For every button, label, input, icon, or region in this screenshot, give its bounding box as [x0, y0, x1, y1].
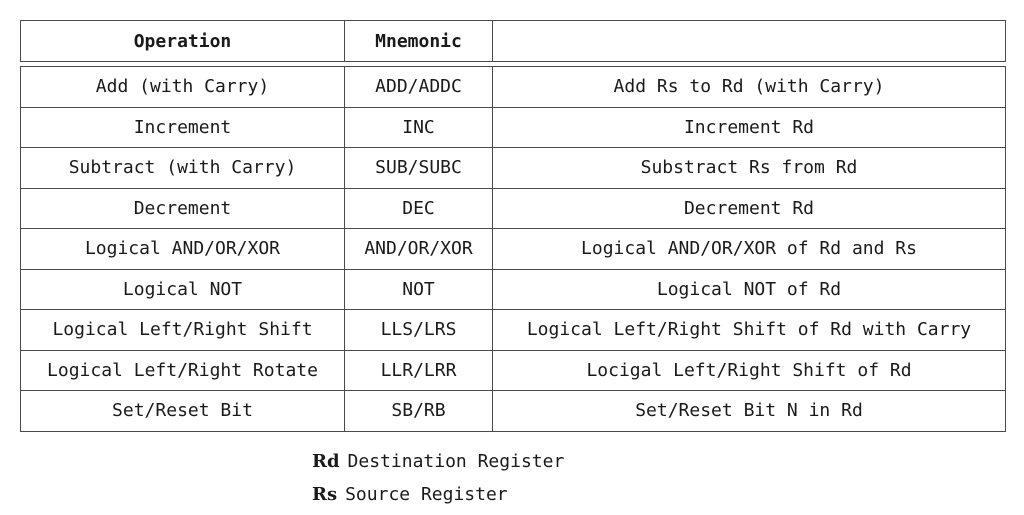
description-cell: Locigal Left/Right Shift of Rd	[493, 350, 1006, 391]
legend-text: Source Register	[345, 484, 508, 505]
mnemonic-cell: SB/RB	[345, 391, 493, 432]
mnemonic-cell: NOT	[345, 269, 493, 310]
operation-cell: Set/Reset Bit	[21, 391, 345, 432]
table-row	[21, 67, 1006, 108]
header-row	[21, 21, 1006, 62]
operation-cell: Logical Left/Right Rotate	[21, 350, 345, 391]
mnemonic-cell: LLS/LRS	[345, 310, 493, 351]
operation-cell: Logical AND/OR/XOR	[21, 229, 345, 270]
legend-text: Destination Register	[347, 451, 565, 472]
description-cell: Logical AND/OR/XOR of Rd and Rs	[493, 229, 1006, 270]
mnemonic-cell: INC	[345, 107, 493, 148]
table-row	[21, 350, 1006, 391]
table-row	[21, 391, 1006, 432]
header-description	[493, 21, 1006, 62]
mnemonic-cell: ADD/ADDC	[345, 67, 493, 108]
operation-cell: Logical Left/Right Shift	[21, 310, 345, 351]
description-cell: Increment Rd	[493, 107, 1006, 148]
legend-key: Rs	[312, 484, 338, 505]
table-row	[21, 229, 1006, 270]
operation-cell: Add (with Carry)	[21, 67, 345, 108]
operation-cell: Logical NOT	[21, 269, 345, 310]
mnemonic-cell: AND/OR/XOR	[345, 229, 493, 270]
legend-item-rd	[312, 451, 564, 473]
table-row	[21, 310, 1006, 351]
description-cell: Set/Reset Bit N in Rd	[493, 391, 1006, 432]
operation-cell: Increment	[21, 107, 345, 148]
table-row	[21, 269, 1006, 310]
description-cell: Add Rs to Rd (with Carry)	[493, 67, 1006, 108]
table-row	[21, 188, 1006, 229]
description-cell: Logical NOT of Rd	[493, 269, 1006, 310]
mnemonic-cell: SUB/SUBC	[345, 148, 493, 189]
header-operation: Operation	[21, 21, 345, 62]
operation-cell: Decrement	[21, 188, 345, 229]
table-row	[21, 107, 1006, 148]
description-cell: Decrement Rd	[493, 188, 1006, 229]
legend-key: Rd	[312, 451, 340, 472]
table-header	[20, 20, 1006, 62]
description-cell: Substract Rs from Rd	[493, 148, 1006, 189]
legend-item-rs	[312, 484, 508, 506]
header-mnemonic: Mnemonic	[345, 21, 493, 62]
operations-table	[20, 66, 1006, 432]
operation-cell: Subtract (with Carry)	[21, 148, 345, 189]
mnemonic-cell: LLR/LRR	[345, 350, 493, 391]
description-cell: Logical Left/Right Shift of Rd with Carry	[493, 310, 1006, 351]
mnemonic-cell: DEC	[345, 188, 493, 229]
table-row	[21, 148, 1006, 189]
